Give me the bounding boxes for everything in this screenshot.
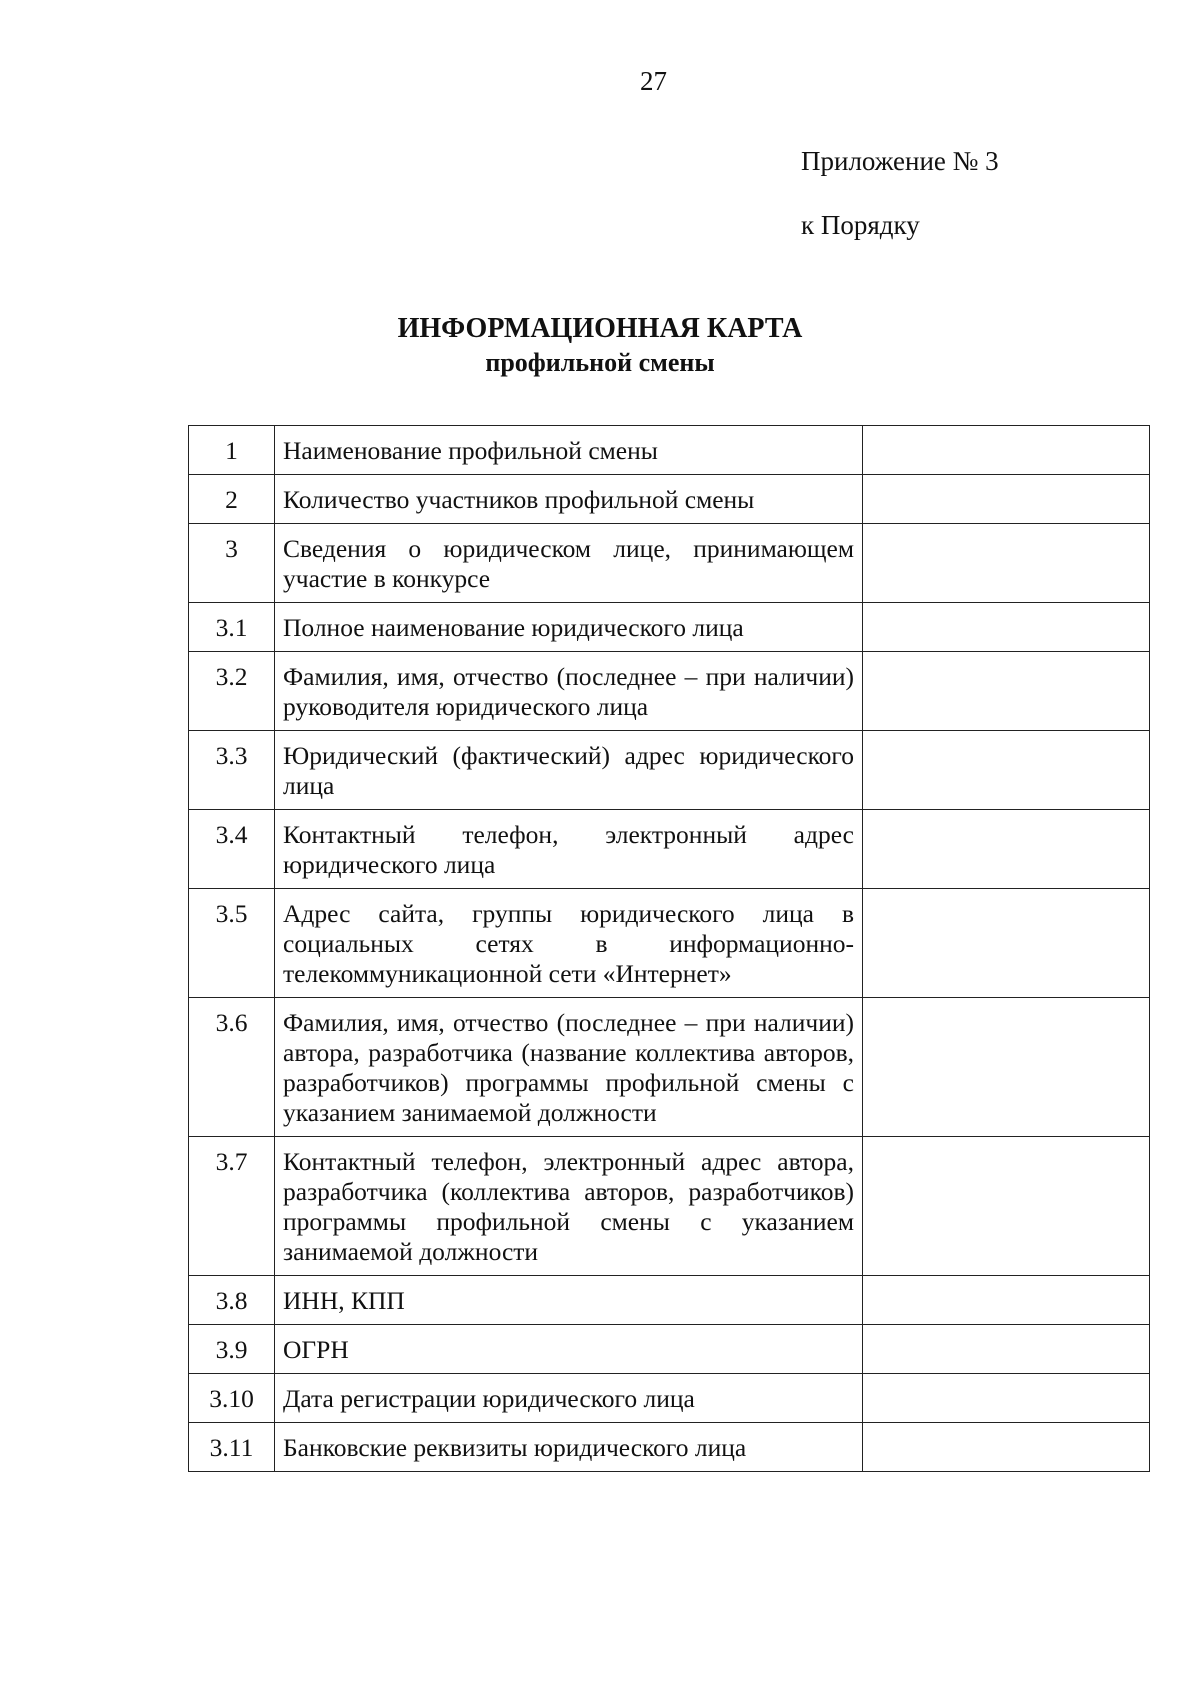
row-value-field[interactable]	[863, 1325, 1150, 1374]
row-number: 3.1	[189, 603, 275, 652]
row-value-field[interactable]	[863, 998, 1150, 1137]
table-row	[189, 426, 1150, 475]
row-label: Фамилия, имя, отчество (последнее – при наличии) автора, разработчика (название коллектива авторов, разработчиков) программы профильной смены с указанием занимаемой должности	[275, 998, 863, 1137]
row-label: Дата регистрации юридического лица	[275, 1374, 863, 1423]
appendix-reference: к Порядку	[801, 210, 920, 240]
row-label: ИНН, КПП	[275, 1276, 863, 1325]
row-label: Адрес сайта, группы юридического лица в социальных сетях в информационно-телекоммуникационной сети «Интернет»	[275, 889, 863, 998]
row-number: 3	[189, 524, 275, 603]
row-value-field[interactable]	[863, 475, 1150, 524]
table-row	[189, 475, 1150, 524]
row-number: 3.3	[189, 731, 275, 810]
page-number: 27	[640, 66, 667, 96]
row-number: 3.5	[189, 889, 275, 998]
row-value-field[interactable]	[863, 1374, 1150, 1423]
row-value-field[interactable]	[863, 731, 1150, 810]
row-value-field[interactable]	[863, 603, 1150, 652]
table-row	[189, 1325, 1150, 1374]
table-row	[189, 603, 1150, 652]
table-row	[189, 524, 1150, 603]
table-row	[189, 998, 1150, 1137]
row-number: 3.8	[189, 1276, 275, 1325]
row-label: Контактный телефон, электронный адрес автора, разработчика (коллектива авторов, разработчиков) программы профильной смены с указанием занимаемой должности	[275, 1137, 863, 1276]
row-label: Наименование профильной смены	[275, 426, 863, 475]
row-number: 3.11	[189, 1423, 275, 1472]
row-label: Юридический (фактический) адрес юридического лица	[275, 731, 863, 810]
row-value-field[interactable]	[863, 524, 1150, 603]
row-value-field[interactable]	[863, 652, 1150, 731]
table-row	[189, 652, 1150, 731]
row-label: Контактный телефон, электронный адрес юридического лица	[275, 810, 863, 889]
row-number: 3.10	[189, 1374, 275, 1423]
information-card-body	[189, 426, 1150, 1472]
table-row	[189, 810, 1150, 889]
row-label: Количество участников профильной смены	[275, 475, 863, 524]
row-label: Полное наименование юридического лица	[275, 603, 863, 652]
document-title: ИНФОРМАЦИОННАЯ КАРТА	[397, 313, 803, 344]
row-number: 1	[189, 426, 275, 475]
table-row	[189, 1374, 1150, 1423]
row-number: 2	[189, 475, 275, 524]
row-number: 3.6	[189, 998, 275, 1137]
row-value-field[interactable]	[863, 810, 1150, 889]
information-card-table	[188, 425, 1150, 1472]
table-row	[189, 889, 1150, 998]
row-value-field[interactable]	[863, 1423, 1150, 1472]
table-row	[189, 1137, 1150, 1276]
row-value-field[interactable]	[863, 426, 1150, 475]
row-label: Сведения о юридическом лице, принимающем участие в конкурсе	[275, 524, 863, 603]
document-subtitle: профильной смены	[485, 348, 715, 377]
row-number: 3.4	[189, 810, 275, 889]
row-label: ОГРН	[275, 1325, 863, 1374]
table-row	[189, 1423, 1150, 1472]
row-value-field[interactable]	[863, 1137, 1150, 1276]
row-label: Фамилия, имя, отчество (последнее – при наличии) руководителя юридического лица	[275, 652, 863, 731]
appendix-label: Приложение № 3	[801, 146, 999, 176]
row-number: 3.7	[189, 1137, 275, 1276]
row-value-field[interactable]	[863, 889, 1150, 998]
row-value-field[interactable]	[863, 1276, 1150, 1325]
row-label: Банковские реквизиты юридического лица	[275, 1423, 863, 1472]
table-row	[189, 1276, 1150, 1325]
table-row	[189, 731, 1150, 810]
row-number: 3.9	[189, 1325, 275, 1374]
row-number: 3.2	[189, 652, 275, 731]
